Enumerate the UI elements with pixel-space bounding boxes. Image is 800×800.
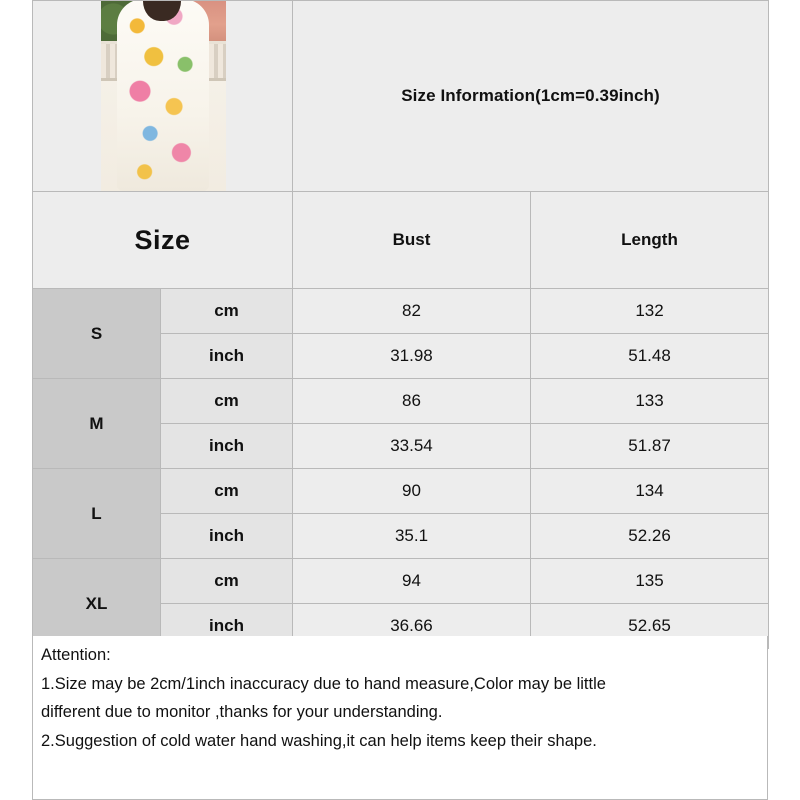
table-row [33, 469, 769, 514]
product-photo [101, 1, 226, 192]
product-photo-cell [33, 1, 293, 192]
length-value: 133 [531, 379, 769, 424]
bust-value: 33.54 [293, 424, 531, 469]
length-column-header: Length [531, 192, 769, 289]
length-value: 132 [531, 289, 769, 334]
unit-cell-cm: cm [161, 289, 293, 334]
length-value: 134 [531, 469, 769, 514]
length-value: 51.87 [531, 424, 769, 469]
attention-note [32, 636, 768, 800]
attention-line-2: different due to monitor ,thanks for your understanding. [41, 703, 443, 722]
column-header-row [33, 192, 769, 289]
table-row [33, 559, 769, 604]
bust-value: 94 [293, 559, 531, 604]
size-information-table [32, 0, 769, 649]
bust-value: 86 [293, 379, 531, 424]
attention-line-3: 2.Suggestion of cold water hand washing,it can help items keep their shape. [41, 732, 597, 751]
size-column-header [33, 192, 293, 289]
unit-cell-inch: inch [161, 334, 293, 379]
unit-cell-inch: inch [161, 604, 293, 649]
size-cell-xl: XL [33, 559, 161, 649]
unit-cell-cm: cm [161, 469, 293, 514]
table-header-row [33, 1, 769, 192]
size-cell-l: L [33, 469, 161, 559]
size-cell-m: M [33, 379, 161, 469]
table-row [33, 379, 769, 424]
size-header-label: Size [134, 224, 191, 255]
size-cell-s: S [33, 289, 161, 379]
bust-value: 36.66 [293, 604, 531, 649]
bust-value: 82 [293, 289, 531, 334]
length-value: 52.26 [531, 514, 769, 559]
size-information-title: Size Information(1cm=0.39inch) [293, 1, 769, 192]
length-value: 52.65 [531, 604, 769, 649]
unit-cell-cm: cm [161, 379, 293, 424]
bust-column-header: Bust [293, 192, 531, 289]
unit-cell-inch: inch [161, 514, 293, 559]
length-value: 135 [531, 559, 769, 604]
attention-heading: Attention: [41, 646, 111, 664]
unit-cell-inch: inch [161, 424, 293, 469]
bust-value: 31.98 [293, 334, 531, 379]
unit-cell-cm: cm [161, 559, 293, 604]
attention-line-1: 1.Size may be 2cm/1inch inaccuracy due to hand measure,Color may be little [41, 674, 606, 693]
table-row [33, 289, 769, 334]
bust-value: 35.1 [293, 514, 531, 559]
length-value: 51.48 [531, 334, 769, 379]
photo-dress [117, 1, 209, 192]
bust-value: 90 [293, 469, 531, 514]
